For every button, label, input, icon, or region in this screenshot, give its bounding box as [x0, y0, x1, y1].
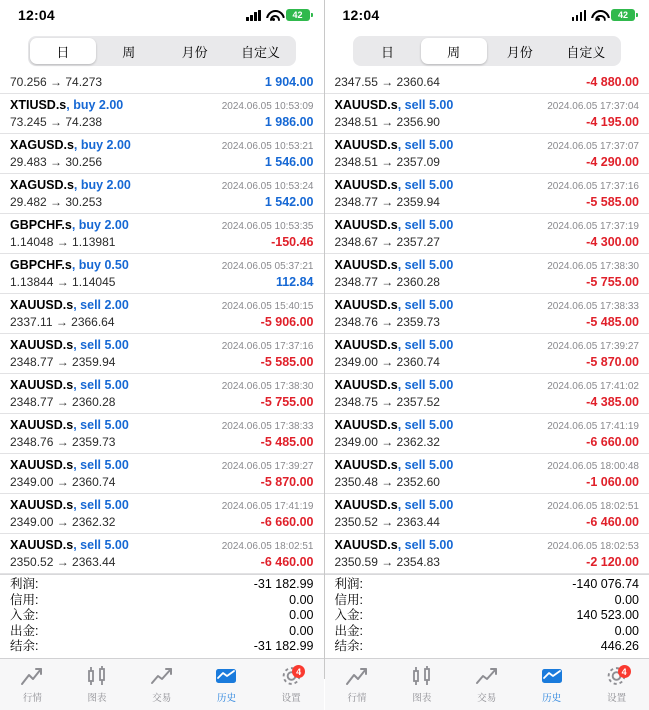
period-segmented-control-wrap — [0, 30, 324, 74]
table-row[interactable] — [325, 294, 649, 334]
row-prices: 1.14048 → 1.13981 — [10, 235, 115, 250]
row-time: 2024.06.05 18:02:51 — [547, 499, 639, 514]
row-prices: 2348.77 → 2360.28 — [335, 275, 440, 290]
row-side: , sell 5.00 — [73, 458, 129, 472]
row-symbol: XAUUSD.s — [335, 178, 398, 192]
row-side: , sell 5.00 — [398, 338, 454, 352]
row-side: , sell 5.00 — [398, 498, 454, 512]
row-side: , sell 5.00 — [73, 338, 129, 352]
row-side: , sell 5.00 — [73, 538, 129, 552]
signal-icon — [572, 10, 587, 21]
row-symbol: XAUUSD.s — [10, 418, 73, 432]
summary-profit: 利润: -140 076.74 — [335, 577, 640, 593]
row-side: , sell 5.00 — [73, 498, 129, 512]
row-profit: -4 290.00 — [586, 155, 639, 170]
row-time: 2024.06.05 17:39:27 — [547, 339, 639, 354]
tab-label: 设置 — [282, 690, 301, 704]
segment-day[interactable]: 日 — [355, 38, 421, 64]
row-time: 2024.06.05 17:37:19 — [547, 219, 639, 234]
row-symbol: XAGUSD.s — [10, 178, 74, 192]
table-row[interactable] — [325, 214, 649, 254]
summary-profit: 利润: -31 182.99 — [10, 577, 314, 593]
row-prices: 2350.59 → 2354.83 — [335, 555, 440, 570]
row-side: , buy 2.00 — [74, 178, 131, 192]
row-profit: -5 485.00 — [261, 435, 314, 450]
row-profit: -5 755.00 — [586, 275, 639, 290]
period-segmented-control-wrap — [325, 30, 649, 74]
row-time: 2024.06.05 18:02:51 — [222, 539, 314, 554]
row-symbol: XAUUSD.s — [335, 338, 398, 352]
row-prices: 73.245 → 74.238 — [10, 115, 102, 130]
row-prices: 2347.55 → 2360.64 — [335, 75, 440, 90]
row-time: 2024.06.05 17:38:30 — [222, 379, 314, 394]
row-time: 2024.06.05 10:53:21 — [222, 139, 314, 154]
tab-charts[interactable] — [389, 659, 454, 710]
wifi-icon — [591, 10, 606, 21]
summary-withdrawal: 出金: 0.00 — [335, 624, 640, 640]
row-prices: 2349.00 → 2360.74 — [335, 355, 440, 370]
summary-withdrawal: 出金: 0.00 — [10, 624, 314, 640]
row-time: 2024.06.05 10:53:24 — [222, 179, 314, 194]
table-row[interactable] — [0, 494, 324, 534]
row-prices: 2349.00 → 2362.32 — [10, 515, 115, 530]
row-prices: 1.13844 → 1.14045 — [10, 275, 115, 290]
row-symbol: XAUUSD.s — [10, 498, 73, 512]
status-bar — [0, 0, 324, 30]
status-bar — [325, 0, 649, 30]
row-profit: -6 660.00 — [261, 515, 314, 530]
tab-history[interactable] — [194, 659, 259, 710]
row-profit: -5 870.00 — [261, 475, 314, 490]
row-symbol: GBPCHF.s — [10, 258, 72, 272]
table-row[interactable] — [325, 534, 649, 574]
segment-custom[interactable]: 自定义 — [553, 38, 619, 64]
row-symbol: XAUUSD.s — [335, 218, 398, 232]
settings-icon — [278, 664, 304, 688]
segment-week[interactable]: 周 — [421, 38, 487, 64]
summary-balance: 结余: -31 182.99 — [10, 639, 314, 655]
row-prices: 70.256 → 74.273 — [10, 75, 102, 90]
tab-charts[interactable] — [65, 659, 130, 710]
row-time: 2024.06.05 17:41:19 — [547, 419, 639, 434]
right-tab-bar[interactable] — [325, 658, 649, 710]
row-time: 2024.06.05 17:38:30 — [547, 259, 639, 274]
row-prices: 2348.67 → 2357.27 — [335, 235, 440, 250]
row-symbol: XTIUSD.s — [10, 98, 66, 112]
charts-icon — [409, 664, 435, 688]
tab-label: 历史 — [217, 690, 236, 704]
row-symbol: XAUUSD.s — [335, 138, 398, 152]
row-prices: 2348.75 → 2357.52 — [335, 395, 440, 410]
summary-deposit: 入金: 140 523.00 — [335, 608, 640, 624]
row-prices: 2337.11 → 2366.64 — [10, 315, 115, 330]
row-time: 2024.06.05 05:37:21 — [222, 259, 314, 274]
segment-month[interactable]: 月份 — [487, 38, 553, 64]
tab-label: 行情 — [347, 690, 366, 704]
row-prices: 2349.00 → 2362.32 — [335, 435, 440, 450]
row-profit: 1 546.00 — [265, 155, 314, 170]
row-side: , sell 5.00 — [398, 378, 454, 392]
summary-deposit: 入金: 0.00 — [10, 608, 314, 624]
row-side: , sell 5.00 — [398, 418, 454, 432]
right-deals-list[interactable] — [325, 74, 649, 574]
row-symbol: XAUUSD.s — [335, 418, 398, 432]
row-profit: -150.46 — [271, 235, 313, 250]
battery-icon — [611, 9, 635, 21]
row-time: 2024.06.05 17:38:33 — [222, 419, 314, 434]
row-prices: 2348.51 → 2356.90 — [335, 115, 440, 130]
tab-label: 设置 — [607, 690, 626, 704]
right-summary — [325, 574, 649, 658]
row-profit: -5 485.00 — [586, 315, 639, 330]
left-screen — [0, 0, 325, 679]
row-side: , sell 5.00 — [398, 218, 454, 232]
row-profit: -1 060.00 — [586, 475, 639, 490]
row-symbol: XAUUSD.s — [335, 298, 398, 312]
row-time: 2024.06.05 17:39:27 — [222, 459, 314, 474]
row-time: 2024.06.05 17:37:04 — [547, 99, 639, 114]
row-symbol: XAUUSD.s — [10, 298, 73, 312]
row-time: 2024.06.05 17:38:33 — [547, 299, 639, 314]
table-row[interactable] — [0, 254, 324, 294]
battery-level: 42 — [292, 10, 302, 20]
row-side: , sell 2.00 — [73, 298, 129, 312]
row-side: , buy 0.50 — [72, 258, 129, 272]
tab-settings[interactable] — [259, 659, 324, 710]
table-row[interactable] — [325, 494, 649, 534]
row-time: 2024.06.05 17:41:19 — [222, 499, 314, 514]
table-row[interactable] — [325, 75, 649, 94]
row-profit: -2 120.00 — [586, 555, 639, 570]
tab-trade[interactable] — [454, 659, 519, 710]
tab-label: 交易 — [477, 690, 496, 704]
right-screen — [325, 0, 649, 679]
table-row[interactable] — [0, 174, 324, 214]
row-profit: -5 870.00 — [586, 355, 639, 370]
battery-level: 42 — [618, 10, 628, 20]
table-row[interactable] — [325, 174, 649, 214]
row-profit: -4 385.00 — [586, 395, 639, 410]
row-side: , buy 2.00 — [66, 98, 123, 112]
trade-icon — [474, 664, 500, 688]
row-time: 2024.06.05 15:40:15 — [222, 299, 314, 314]
table-row[interactable] — [325, 134, 649, 174]
left-summary — [0, 574, 324, 658]
table-row[interactable] — [0, 534, 324, 574]
row-side: , sell 5.00 — [73, 418, 129, 432]
tab-history[interactable] — [519, 659, 584, 710]
table-row[interactable] — [325, 414, 649, 454]
signal-icon — [246, 10, 261, 21]
left-tab-bar[interactable] — [0, 658, 324, 710]
period-segmented-control[interactable] — [28, 36, 296, 66]
row-prices: 2348.77 → 2360.28 — [10, 395, 115, 410]
row-profit: 1 904.00 — [265, 75, 314, 90]
summary-credit: 信用: 0.00 — [335, 593, 640, 609]
segment-week[interactable]: 周 — [96, 38, 162, 64]
battery-icon — [286, 9, 310, 21]
row-profit: -6 660.00 — [586, 435, 639, 450]
row-profit: 112.84 — [276, 275, 314, 290]
charts-icon — [84, 664, 110, 688]
row-side: , sell 5.00 — [398, 538, 454, 552]
quotes-icon — [344, 664, 370, 688]
row-profit: -4 300.00 — [586, 235, 639, 250]
row-prices: 2348.77 → 2359.94 — [10, 355, 115, 370]
table-row[interactable] — [325, 454, 649, 494]
row-prices: 2350.48 → 2352.60 — [335, 475, 440, 490]
settings-badge: 4 — [292, 665, 305, 678]
row-profit: -6 460.00 — [261, 555, 314, 570]
row-symbol: XAUUSD.s — [335, 378, 398, 392]
row-profit: -6 460.00 — [586, 515, 639, 530]
row-profit: -4 195.00 — [586, 115, 639, 130]
row-time: 2024.06.05 18:00:48 — [547, 459, 639, 474]
tab-settings[interactable] — [584, 659, 649, 710]
tab-label: 交易 — [152, 690, 171, 704]
table-row[interactable] — [0, 134, 324, 174]
row-profit: -5 585.00 — [586, 195, 639, 210]
row-prices: 2349.00 → 2360.74 — [10, 475, 115, 490]
segment-custom[interactable]: 自定义 — [228, 38, 294, 64]
status-time: 12:04 — [18, 7, 55, 23]
tab-label: 行情 — [23, 690, 42, 704]
row-profit: -5 585.00 — [261, 355, 314, 370]
row-symbol: XAGUSD.s — [10, 138, 74, 152]
tab-label: 图表 — [412, 690, 431, 704]
row-prices: 2350.52 → 2363.44 — [10, 555, 115, 570]
row-symbol: XAUUSD.s — [10, 458, 73, 472]
tab-label: 历史 — [542, 690, 561, 704]
row-time: 2024.06.05 10:53:09 — [222, 99, 314, 114]
row-symbol: XAUUSD.s — [10, 338, 73, 352]
period-segmented-control[interactable] — [353, 36, 622, 66]
row-side: , sell 5.00 — [73, 378, 129, 392]
row-side: , sell 5.00 — [398, 178, 454, 192]
row-side: , sell 5.00 — [398, 458, 454, 472]
table-row[interactable] — [325, 254, 649, 294]
table-row[interactable] — [0, 374, 324, 414]
segment-month[interactable]: 月份 — [162, 38, 228, 64]
row-side: , buy 2.00 — [74, 138, 131, 152]
row-prices: 2348.77 → 2359.94 — [335, 195, 440, 210]
row-time: 2024.06.05 10:53:35 — [222, 219, 314, 234]
summary-credit: 信用: 0.00 — [10, 593, 314, 609]
row-profit: -5 755.00 — [261, 395, 314, 410]
row-symbol: XAUUSD.s — [335, 538, 398, 552]
row-symbol: XAUUSD.s — [335, 258, 398, 272]
segment-day[interactable]: 日 — [30, 38, 96, 64]
row-profit: 1 542.00 — [265, 195, 314, 210]
table-row[interactable] — [325, 334, 649, 374]
row-prices: 2348.76 → 2359.73 — [10, 435, 115, 450]
row-time: 2024.06.05 17:37:16 — [222, 339, 314, 354]
table-row[interactable] — [0, 75, 324, 94]
status-time: 12:04 — [343, 7, 380, 23]
row-time: 2024.06.05 17:37:07 — [547, 139, 639, 154]
status-icons — [246, 9, 310, 21]
row-profit: 1 986.00 — [265, 115, 314, 130]
row-time: 2024.06.05 17:41:02 — [547, 379, 639, 394]
row-prices: 2350.52 → 2363.44 — [335, 515, 440, 530]
row-prices: 2348.51 → 2357.09 — [335, 155, 440, 170]
row-prices: 29.483 → 30.256 — [10, 155, 102, 170]
left-deals-list[interactable] — [0, 74, 324, 574]
summary-balance: 结余: 446.26 — [335, 639, 640, 655]
settings-icon — [604, 664, 630, 688]
table-row[interactable] — [0, 414, 324, 454]
row-side: , buy 2.00 — [72, 218, 129, 232]
status-icons — [572, 9, 636, 21]
wifi-icon — [266, 10, 281, 21]
tab-label: 图表 — [88, 690, 107, 704]
tab-trade[interactable] — [129, 659, 194, 710]
row-side: , sell 5.00 — [398, 298, 454, 312]
tab-quotes[interactable] — [325, 659, 390, 710]
row-symbol: XAUUSD.s — [10, 538, 73, 552]
table-row[interactable] — [0, 94, 324, 134]
row-symbol: XAUUSD.s — [335, 498, 398, 512]
table-row[interactable] — [325, 94, 649, 134]
table-row[interactable] — [0, 214, 324, 254]
table-row[interactable] — [0, 334, 324, 374]
row-symbol: XAUUSD.s — [335, 458, 398, 472]
tab-quotes[interactable] — [0, 659, 65, 710]
table-row[interactable] — [0, 294, 324, 334]
quotes-icon — [19, 664, 45, 688]
history-icon — [213, 664, 239, 688]
row-time: 2024.06.05 18:02:53 — [547, 539, 639, 554]
row-side: , sell 5.00 — [398, 258, 454, 272]
row-side: , sell 5.00 — [398, 138, 454, 152]
table-row[interactable] — [0, 454, 324, 494]
row-profit: -4 880.00 — [586, 75, 639, 90]
row-symbol: XAUUSD.s — [10, 378, 73, 392]
row-time: 2024.06.05 17:37:16 — [547, 179, 639, 194]
row-side: , sell 5.00 — [398, 98, 454, 112]
table-row[interactable] — [325, 374, 649, 414]
row-prices: 29.482 → 30.253 — [10, 195, 102, 210]
row-profit: -5 906.00 — [261, 315, 314, 330]
row-symbol: XAUUSD.s — [335, 98, 398, 112]
settings-badge: 4 — [618, 665, 631, 678]
history-icon — [539, 664, 565, 688]
row-prices: 2348.76 → 2359.73 — [335, 315, 440, 330]
row-symbol: GBPCHF.s — [10, 218, 72, 232]
trade-icon — [149, 664, 175, 688]
